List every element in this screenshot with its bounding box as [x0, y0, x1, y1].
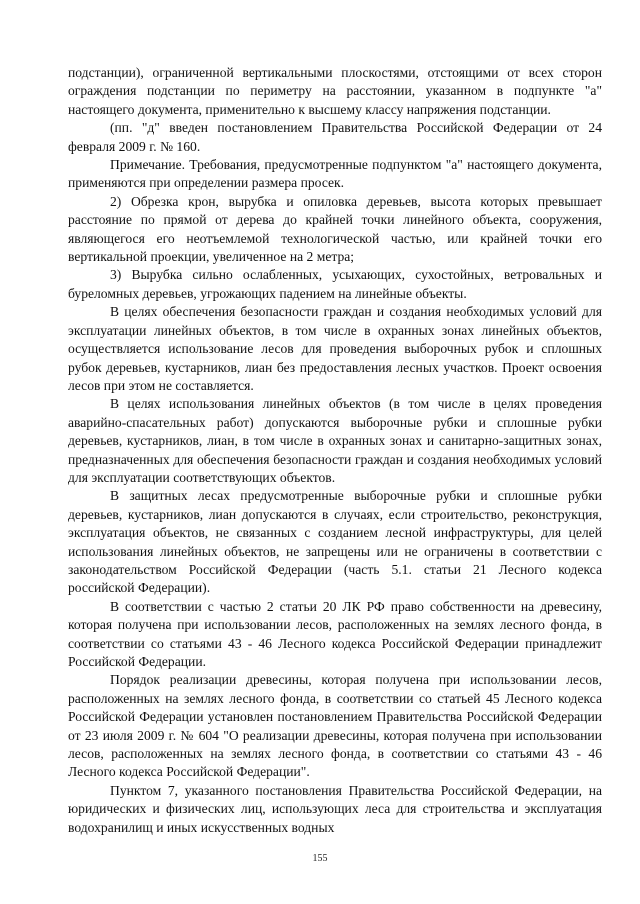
- paragraph: В целях обеспечения безопасности граждан и создания необходимых условий для эксплуатации линейных объектов, в том числе в охранных зонах линейных объектов, осуществляется использование лесов для проведения выборочных рубок и сплошных рубок деревьев, кустарников, лиан без предоставления лесных участков. Проект освоения лесов при этом не составляется.: [68, 304, 602, 393]
- paragraph-item-2: 2) Обрезка крон, вырубка и опиловка деревьев, высота которых превышает расстояние по прямой от дерева до крайней точки линейного объекта, сооружения, являющегося его неотъемлемой технологической частью, или крайней точки его вертикальной проекции, увеличенное на 2 метра;: [68, 193, 602, 265]
- paragraph: В защитных лесах предусмотренные выборочные рубки и сплошные рубки деревьев, кустарников, лиан допускаются в случаях, если строительство, реконструкция, эксплуатация объектов, не связанных с созданием лесной инфраструктуры, для целей использования линейных объектов, не запрещены или не ограничены в соответствии с законодательством Российской Федерации (часть 5.1. статьи 21 Лесного кодекса российской Федерации).: [68, 488, 602, 596]
- paragraph-continuation: подстанции), ограниченной вертикальными плоскостями, отстоящими от всех сторон ограждения подстанции по периметру на расстоянии, указанном в подпункте "а" настоящего документа, применительно к высшему классу напряжения подстанции.: [68, 65, 602, 117]
- page-number: 155: [312, 853, 328, 864]
- paragraph: Пунктом 7, указанного постановления Правительства Российской Федерации, на юридических и физических лиц, использующих леса для строительства и эксплуатация водохранилищ и иных искусственных водных: [68, 782, 602, 835]
- paragraph-note: Примечание. Требования, предусмотренные подпунктом "а" настоящего документа, применяются при определении размера просек.: [68, 157, 602, 191]
- paragraph: В соответствии с частью 2 статьи 20 ЛК РФ право собственности на древесину, которая получена при использовании лесов, расположенных на землях лесного фонда, в соответствии со статьями 43 - 46 Лесного кодекса Российской Федерации принадлежит Российской Федерации.: [68, 598, 602, 669]
- paragraph: Порядок реализации древесины, которая получена при использовании лесов, расположенных на землях лесного фонда, в соответствии со статьей 45 Лесного кодекса Российской Федерации установлен постановлением Правительства Российской Федерации от 23 июля 2009 г. № 604 "О реализации древесины, которая получена при использовании лесов, расположенных на землях лесного фонда, в соответствии со статьями 43 - 46 Лесного кодекса Российской Федерации".: [68, 672, 602, 780]
- paragraph-item-3: 3) Вырубка сильно ослабленных, усыхающих, сухостойных, ветровальных и буреломных деревьев, угрожающих падением на линейные объекты.: [68, 267, 602, 301]
- paragraph-amendment-note: (пп. "д" введен постановлением Правительства Российской Федерации от 24 февраля 2009 г. № 160.: [68, 120, 602, 154]
- document-body: [68, 64, 602, 837]
- paragraph: В целях использования линейных объектов (в том числе в целях проведения аварийно-спасательных работ) допускаются выборочные рубки и сплошные рубки деревьев, кустарников, лиан, в том числе в охранных зонах и санитарно-защитных зонах, предназначенных для обеспечения безопасности граждан и создания необходимых условий для эксплуатации соответствующих объектов.: [68, 396, 602, 485]
